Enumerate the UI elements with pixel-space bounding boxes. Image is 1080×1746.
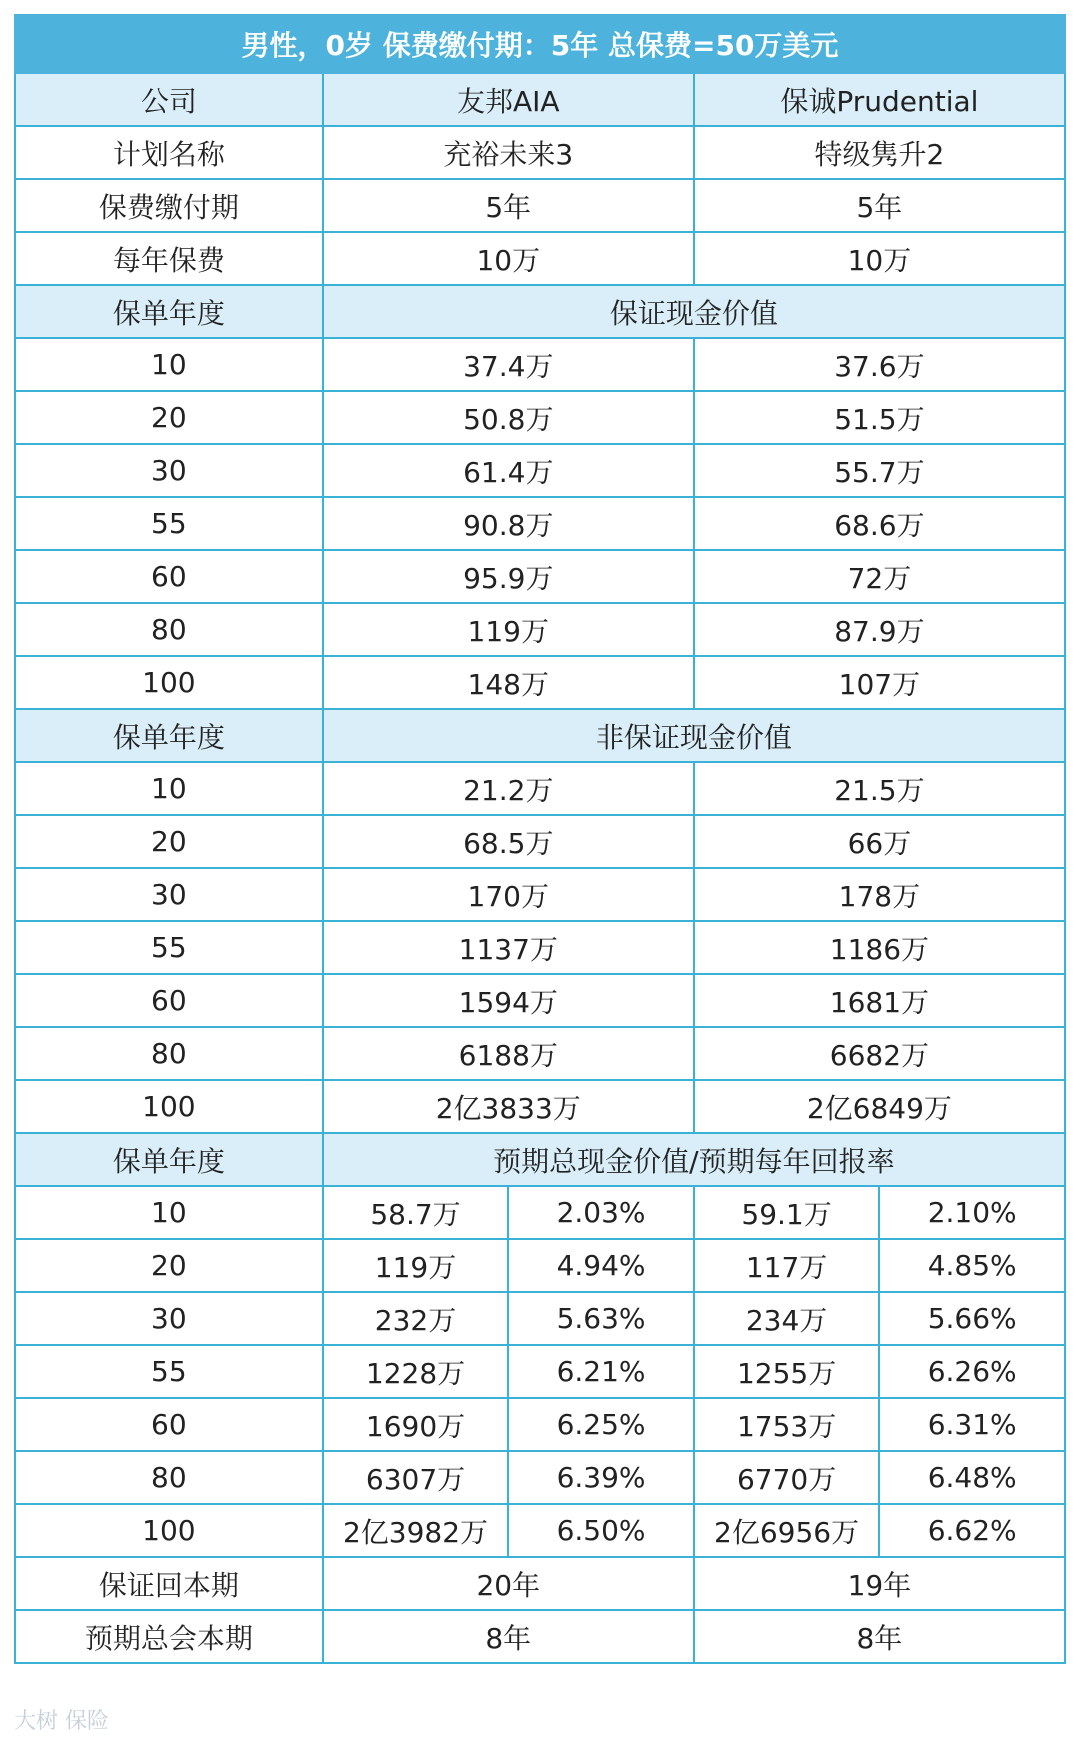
non-guaranteed-year: 55 — [15, 921, 323, 974]
non-guaranteed-aia: 1594万 — [323, 974, 694, 1027]
breakeven-guaranteed-aia: 20年 — [323, 1557, 694, 1610]
annual-premium-pru: 10万 — [694, 232, 1065, 285]
expected-year: 60 — [15, 1398, 323, 1451]
expected-year: 10 — [15, 1186, 323, 1239]
expected-pru-rate: 5.66% — [879, 1292, 1065, 1345]
breakeven-expected-label: 预期总会本期 — [15, 1610, 323, 1663]
expected-pru-rate: 2.10% — [879, 1186, 1065, 1239]
non-guaranteed-aia: 21.2万 — [323, 762, 694, 815]
guaranteed-row — [15, 550, 1065, 603]
expected-pru-value: 6770万 — [694, 1451, 880, 1504]
expected-pru-rate: 4.85% — [879, 1239, 1065, 1292]
non-guaranteed-row — [15, 921, 1065, 974]
breakeven-expected-pru: 8年 — [694, 1610, 1065, 1663]
non-guaranteed-header: 非保证现金价值 — [323, 709, 1065, 762]
expected-row — [15, 1345, 1065, 1398]
expected-pru-value: 59.1万 — [694, 1186, 880, 1239]
payment-period-pru: 5年 — [694, 179, 1065, 232]
breakeven-expected-row — [15, 1610, 1065, 1663]
expected-pru-value: 1753万 — [694, 1398, 880, 1451]
guaranteed-pru: 107万 — [694, 656, 1065, 709]
guaranteed-row — [15, 497, 1065, 550]
guaranteed-pru: 51.5万 — [694, 391, 1065, 444]
guaranteed-row — [15, 338, 1065, 391]
expected-aia-rate: 2.03% — [508, 1186, 694, 1239]
expected-aia-rate: 6.39% — [508, 1451, 694, 1504]
guaranteed-year: 10 — [15, 338, 323, 391]
expected-pru-value: 1255万 — [694, 1345, 880, 1398]
guaranteed-pru: 87.9万 — [694, 603, 1065, 656]
non-guaranteed-row — [15, 815, 1065, 868]
non-guaranteed-aia: 170万 — [323, 868, 694, 921]
expected-year: 20 — [15, 1239, 323, 1292]
non-guaranteed-pru: 66万 — [694, 815, 1065, 868]
company-aia: 友邦AIA — [323, 73, 694, 126]
insurance-comparison-table — [14, 14, 1066, 1664]
non-guaranteed-year: 30 — [15, 868, 323, 921]
guaranteed-aia: 50.8万 — [323, 391, 694, 444]
non-guaranteed-row — [15, 1027, 1065, 1080]
non-guaranteed-pru: 2亿6849万 — [694, 1080, 1065, 1133]
expected-aia-value: 1228万 — [323, 1345, 509, 1398]
expected-pru-value: 2亿6956万 — [694, 1504, 880, 1557]
non-guaranteed-pru: 1186万 — [694, 921, 1065, 974]
guaranteed-aia: 61.4万 — [323, 444, 694, 497]
table-title: 男性，0岁 保费缴付期：5年 总保费=50万美元 — [15, 15, 1065, 73]
expected-aia-value: 6307万 — [323, 1451, 509, 1504]
expected-aia-rate: 6.50% — [508, 1504, 694, 1557]
guaranteed-year: 80 — [15, 603, 323, 656]
non-guaranteed-aia: 68.5万 — [323, 815, 694, 868]
company-label: 公司 — [15, 73, 323, 126]
expected-row — [15, 1292, 1065, 1345]
expected-pru-value: 117万 — [694, 1239, 880, 1292]
guaranteed-year: 30 — [15, 444, 323, 497]
expected-row — [15, 1239, 1065, 1292]
annual-premium-aia: 10万 — [323, 232, 694, 285]
non-guaranteed-year: 80 — [15, 1027, 323, 1080]
guaranteed-aia: 90.8万 — [323, 497, 694, 550]
non-guaranteed-pru: 6682万 — [694, 1027, 1065, 1080]
guaranteed-header-row — [15, 285, 1065, 338]
guaranteed-row — [15, 444, 1065, 497]
guaranteed-pru: 55.7万 — [694, 444, 1065, 497]
non-guaranteed-year: 20 — [15, 815, 323, 868]
annual-premium-row — [15, 232, 1065, 285]
comparison-table-container — [14, 14, 1066, 1664]
plan-pru: 特级隽升2 — [694, 126, 1065, 179]
expected-pru-rate: 6.62% — [879, 1504, 1065, 1557]
expected-pru-rate: 6.26% — [879, 1345, 1065, 1398]
expected-aia-value: 58.7万 — [323, 1186, 509, 1239]
non-guaranteed-aia: 1137万 — [323, 921, 694, 974]
title-row — [15, 15, 1065, 73]
non-guaranteed-row — [15, 868, 1065, 921]
guaranteed-year: 20 — [15, 391, 323, 444]
guaranteed-year: 55 — [15, 497, 323, 550]
guaranteed-aia: 119万 — [323, 603, 694, 656]
expected-year: 55 — [15, 1345, 323, 1398]
non-guaranteed-aia: 6188万 — [323, 1027, 694, 1080]
payment-period-aia: 5年 — [323, 179, 694, 232]
expected-aia-value: 119万 — [323, 1239, 509, 1292]
non-guaranteed-pru: 178万 — [694, 868, 1065, 921]
expected-row — [15, 1504, 1065, 1557]
guaranteed-year-label: 保单年度 — [15, 285, 323, 338]
expected-header-row — [15, 1133, 1065, 1186]
expected-aia-value: 2亿3982万 — [323, 1504, 509, 1557]
non-guaranteed-pru: 1681万 — [694, 974, 1065, 1027]
guaranteed-aia: 148万 — [323, 656, 694, 709]
expected-row — [15, 1398, 1065, 1451]
expected-year: 80 — [15, 1451, 323, 1504]
non-guaranteed-row — [15, 974, 1065, 1027]
non-guaranteed-row — [15, 1080, 1065, 1133]
breakeven-guaranteed-row — [15, 1557, 1065, 1610]
expected-aia-rate: 6.21% — [508, 1345, 694, 1398]
expected-row — [15, 1186, 1065, 1239]
guaranteed-pru: 37.6万 — [694, 338, 1065, 391]
expected-aia-value: 232万 — [323, 1292, 509, 1345]
payment-period-row — [15, 179, 1065, 232]
expected-aia-value: 1690万 — [323, 1398, 509, 1451]
breakeven-expected-aia: 8年 — [323, 1610, 694, 1663]
expected-aia-rate: 5.63% — [508, 1292, 694, 1345]
expected-row — [15, 1451, 1065, 1504]
plan-aia: 充裕未来3 — [323, 126, 694, 179]
non-guaranteed-row — [15, 762, 1065, 815]
plan-row — [15, 126, 1065, 179]
company-row — [15, 73, 1065, 126]
watermark: 大树 保险 — [14, 1709, 109, 1734]
non-guaranteed-aia: 2亿3833万 — [323, 1080, 694, 1133]
expected-pru-rate: 6.31% — [879, 1398, 1065, 1451]
non-guaranteed-pru: 21.5万 — [694, 762, 1065, 815]
non-guaranteed-year-label: 保单年度 — [15, 709, 323, 762]
guaranteed-header: 保证现金价值 — [323, 285, 1065, 338]
annual-premium-label: 每年保费 — [15, 232, 323, 285]
expected-pru-rate: 6.48% — [879, 1451, 1065, 1504]
breakeven-guaranteed-pru: 19年 — [694, 1557, 1065, 1610]
guaranteed-row — [15, 603, 1065, 656]
expected-aia-rate: 4.94% — [508, 1239, 694, 1292]
guaranteed-year: 100 — [15, 656, 323, 709]
expected-pru-value: 234万 — [694, 1292, 880, 1345]
breakeven-guaranteed-label: 保证回本期 — [15, 1557, 323, 1610]
non-guaranteed-year: 60 — [15, 974, 323, 1027]
guaranteed-pru: 72万 — [694, 550, 1065, 603]
expected-year: 100 — [15, 1504, 323, 1557]
guaranteed-pru: 68.6万 — [694, 497, 1065, 550]
company-pru: 保诚Prudential — [694, 73, 1065, 126]
guaranteed-aia: 95.9万 — [323, 550, 694, 603]
plan-label: 计划名称 — [15, 126, 323, 179]
non-guaranteed-year: 100 — [15, 1080, 323, 1133]
expected-year: 30 — [15, 1292, 323, 1345]
guaranteed-row — [15, 656, 1065, 709]
guaranteed-aia: 37.4万 — [323, 338, 694, 391]
expected-year-label: 保单年度 — [15, 1133, 323, 1186]
non-guaranteed-header-row — [15, 709, 1065, 762]
expected-header: 预期总现金价值/预期每年回报率 — [323, 1133, 1065, 1186]
expected-aia-rate: 6.25% — [508, 1398, 694, 1451]
guaranteed-year: 60 — [15, 550, 323, 603]
guaranteed-row — [15, 391, 1065, 444]
payment-period-label: 保费缴付期 — [15, 179, 323, 232]
non-guaranteed-year: 10 — [15, 762, 323, 815]
